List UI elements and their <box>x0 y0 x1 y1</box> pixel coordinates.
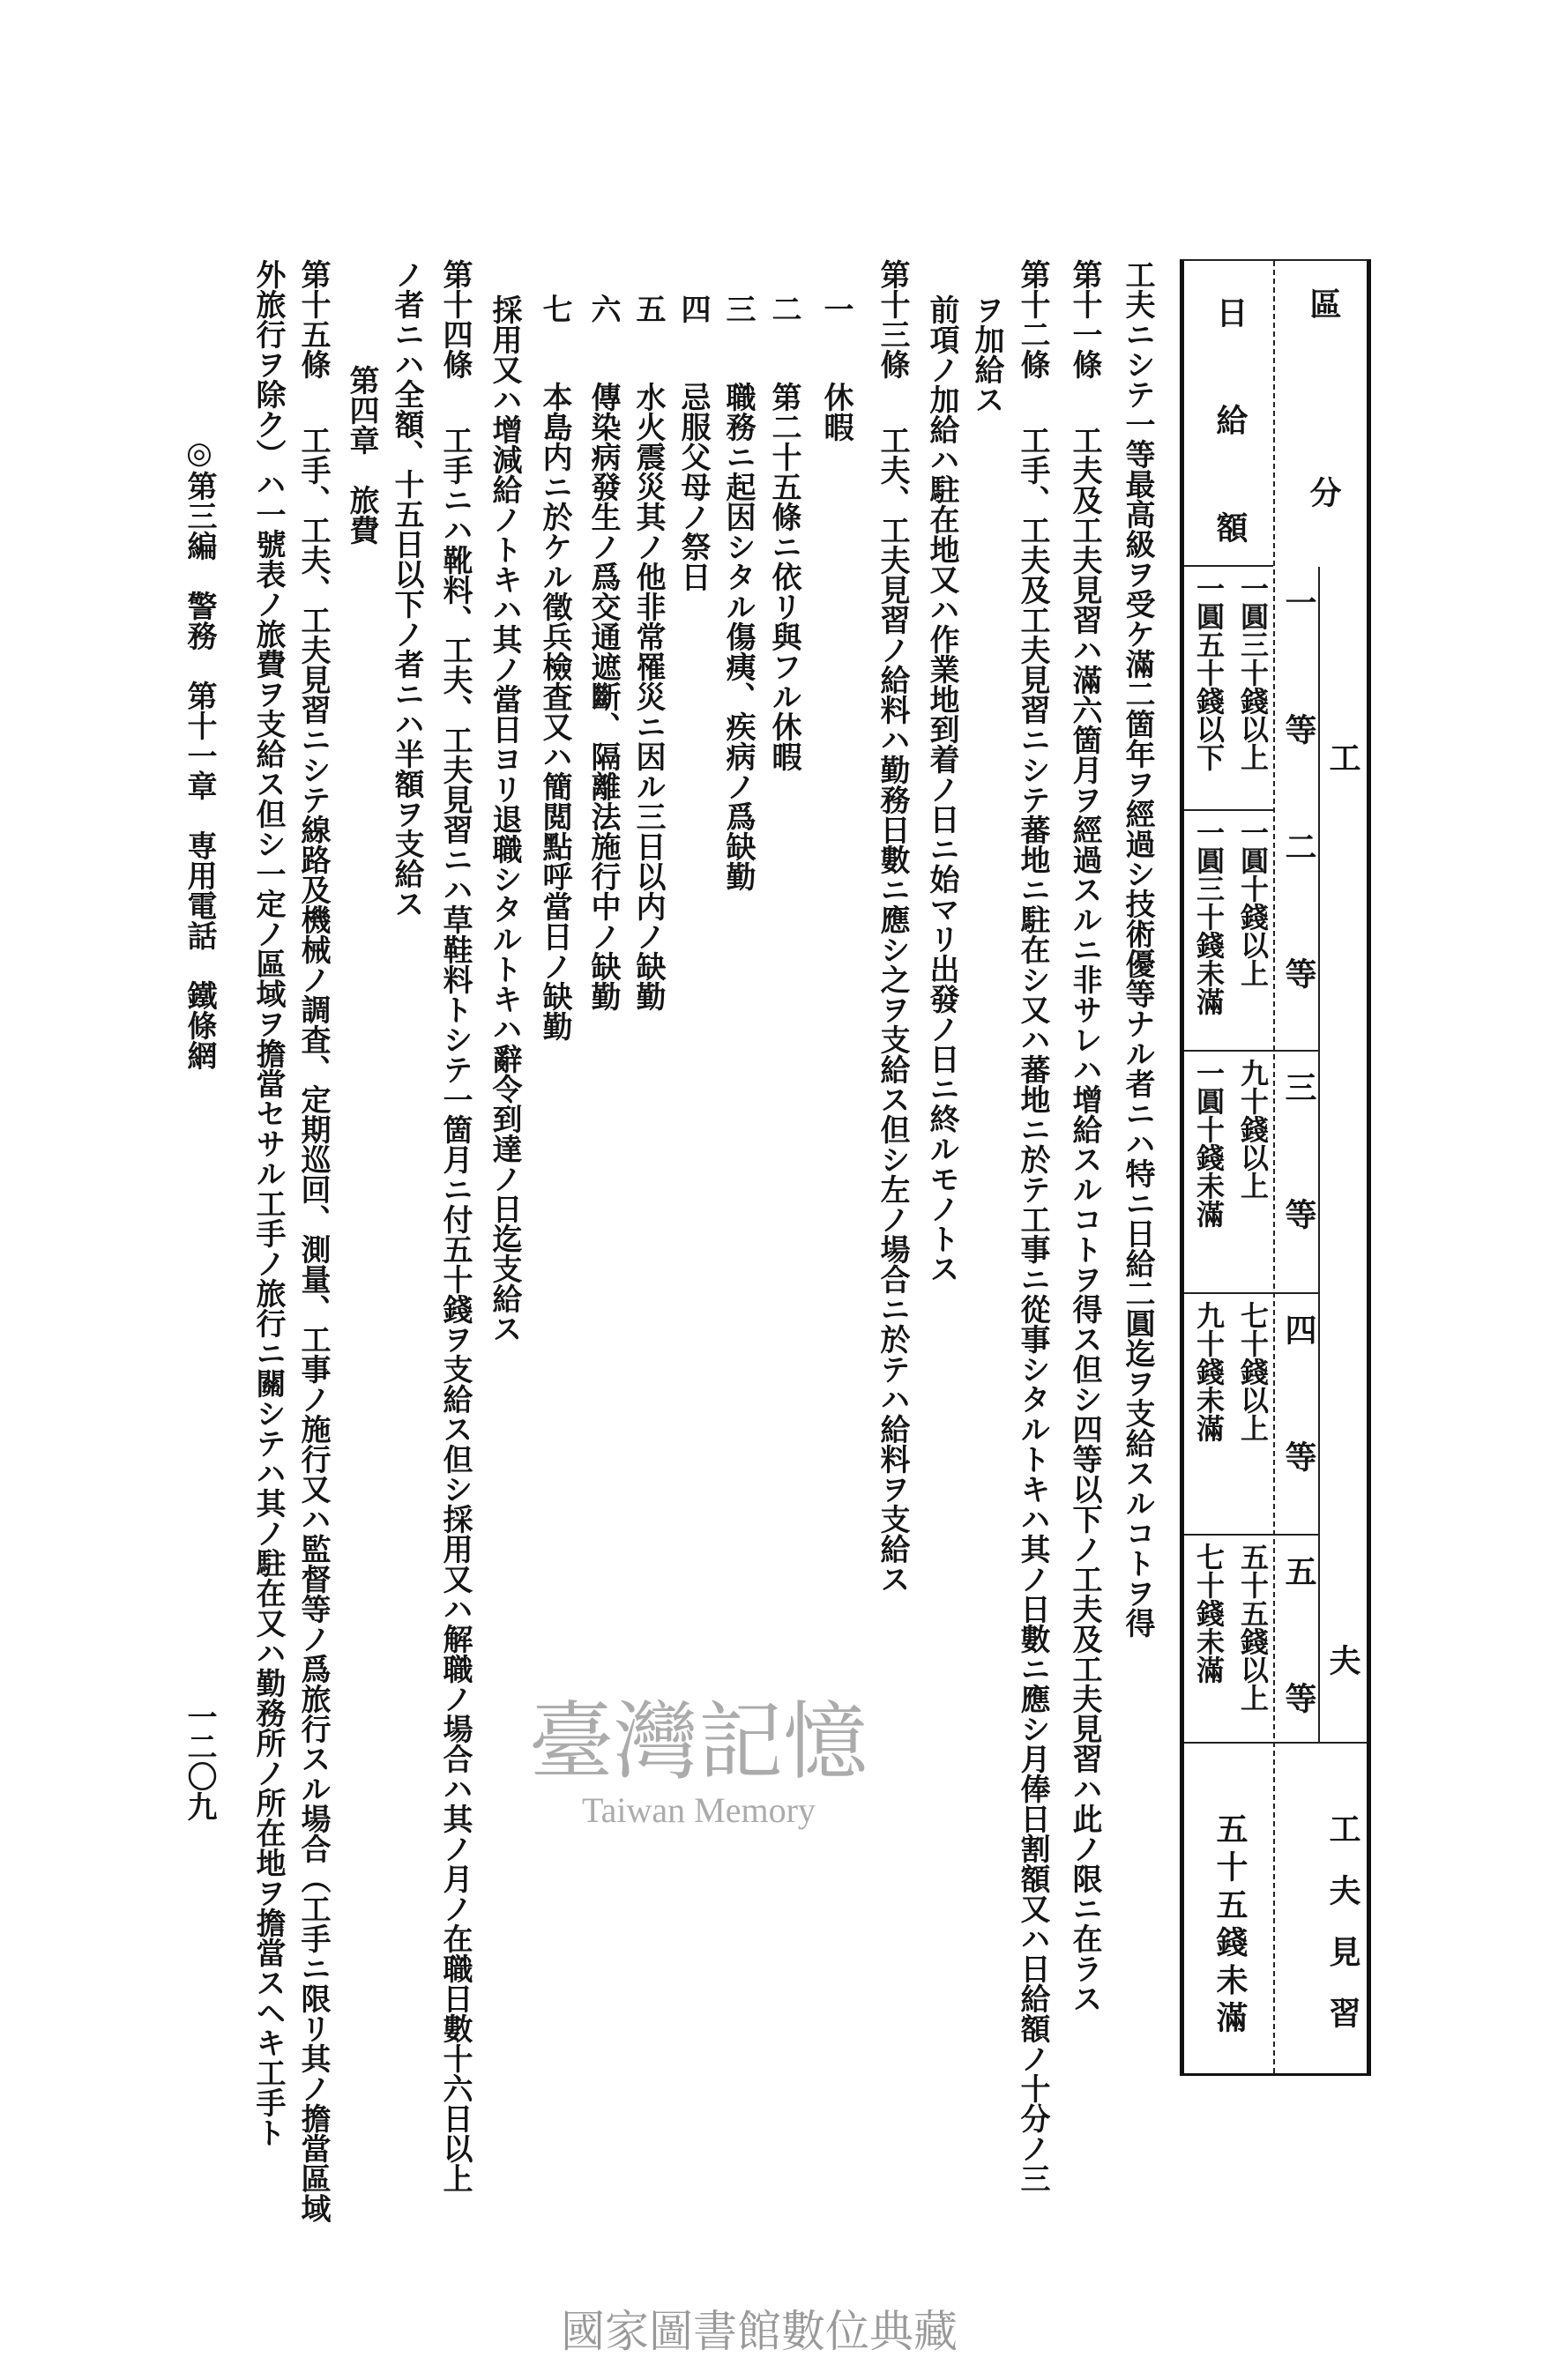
list-number: 五 <box>630 294 666 324</box>
column-text: 工夫ニシテ一等最高級ヲ受ケ滿二箇年ヲ經過シ技術優等ナル者ニハ特ニ日給二圓迄ヲ支給スルコトヲ得 <box>1120 259 1155 1638</box>
article-column <box>1015 259 1050 2193</box>
wage-upper-bound: 九十錢未滿 <box>1192 1301 1226 1442</box>
column-text: 本島内ニ於ケル徵兵檢査又ハ簡閲點呼當日ノ缺勤 <box>537 382 572 1041</box>
header-category: 區分 <box>1305 287 1342 508</box>
grade-label: 三等 <box>1280 1071 1317 1230</box>
list-item <box>630 259 666 1011</box>
column-text: 工手、工夫、工夫見習ニシテ線路及機械ノ調査、定期巡回、測量、工事ノ施行又ハ監督等ノ爲旅行スル場合（工手ニ限リ其ノ擔當區域 <box>295 425 331 2223</box>
list-number: 四 <box>675 294 711 324</box>
column-text: 第二十五條ニ依リ與フル休暇 <box>766 382 801 771</box>
text-column <box>969 294 1004 414</box>
column-text: 忌服父母ノ祭日 <box>675 382 711 591</box>
article-column <box>1067 259 1102 2013</box>
watermark-logo: 臺灣記憶 <box>529 1692 868 1791</box>
wage-lower-bound: 五十五錢以上 <box>1236 1543 1270 1712</box>
apprentice-label: 工夫見習 <box>1324 1812 1361 2028</box>
archive-watermark: 國家圖書館數位典藏 <box>561 2306 958 2357</box>
grade-label: 五等 <box>1280 1555 1317 1714</box>
wage-lower-bound: 九十錢以上 <box>1236 1059 1270 1200</box>
wage-upper-bound: 一圓十錢未滿 <box>1192 1059 1226 1228</box>
list-item <box>818 259 853 442</box>
list-number: 六 <box>585 294 621 324</box>
grade-label: 二等 <box>1280 830 1317 989</box>
table-divider <box>1273 261 1275 2073</box>
grade-label: 四等 <box>1280 1313 1317 1472</box>
article-label: 第十三條 <box>875 259 910 379</box>
article-column <box>295 259 331 2223</box>
text-column <box>250 259 286 2147</box>
column-text: 職務ニ起因シタル傷痍、疾病ノ爲缺勤 <box>720 382 756 891</box>
running-head: ◎第三編 警務 第十一章 専用電話 鐵條網 <box>182 435 217 1070</box>
column-text: 傳染病發生ノ爲交通遮斷、隔離法施行中ノ缺勤 <box>585 382 621 1011</box>
text-column <box>344 365 379 545</box>
column-text: 前項ノ加給ハ駐在地又ハ作業地到着ノ日ニ始マリ出發ノ日ニ終ルモノトス <box>924 294 959 1283</box>
list-item <box>720 259 756 891</box>
column-text: 採用又ハ增減給ノトキハ其ノ當日ヨリ退職シタルトキハ辭令到達ノ日迄支給ス <box>487 294 522 1343</box>
table-divider <box>1184 1534 1318 1536</box>
column-text: 工手、工夫及工夫見習ニシテ蕃地ニ駐在シ又ハ蕃地ニ於テ工事ニ從事シタルトキハ其ノ日數ニ應シ月俸日割額又ハ日給額ノ十分ノ三 <box>1015 425 1050 2193</box>
header-daily-wage: 日給額 <box>1211 296 1249 543</box>
table-divider <box>1318 567 1320 1743</box>
wage-lower-bound: 一圓十錢以上 <box>1236 818 1270 987</box>
text-column <box>1120 259 1155 1638</box>
article-label: 第十五條 <box>295 259 331 379</box>
article-label: 第十二條 <box>1015 259 1050 379</box>
wage-table <box>1180 259 1371 2076</box>
column-text: 第四章 旅費 <box>344 365 379 545</box>
wage-lower-bound: 七十錢以上 <box>1236 1301 1270 1442</box>
wage-upper-bound: 一圓三十錢未滿 <box>1192 818 1226 1015</box>
column-text: ノ者ニハ全額、十五日以下ノ者ニハ半額ヲ支給ス <box>389 259 424 919</box>
article-column <box>875 259 910 1594</box>
column-text: 工夫、工夫見習ノ給料ハ勤務日數ニ應シ之ヲ支給ス但シ左ノ場合ニ於テハ給料ヲ支給ス <box>875 425 910 1594</box>
article-label: 第十四條 <box>437 259 473 379</box>
article-column <box>437 259 473 2193</box>
text-column <box>924 294 959 1283</box>
list-item <box>766 259 801 771</box>
article-label: 第十一條 <box>1067 259 1102 379</box>
list-item <box>675 259 711 591</box>
column-text: ヲ加給ス <box>969 294 1004 414</box>
table-divider <box>1184 1742 1367 1744</box>
column-text: 水火震災其ノ他非常罹災ニ因ル三日以内ノ缺勤 <box>630 382 666 1011</box>
wage-lower-bound: 一圓三十錢以上 <box>1236 574 1270 771</box>
text-column <box>389 259 424 919</box>
column-text: 休暇 <box>818 382 853 442</box>
wage-upper-bound: 一圓五十錢以下 <box>1192 574 1226 771</box>
grade-label: 一等 <box>1280 586 1317 745</box>
list-number: 二 <box>766 294 801 324</box>
column-text: 工夫及工夫見習ハ滿六箇月ヲ經過スルニ非サレハ增給スルコトヲ得ス但シ四等以下ノ工夫及工夫見習ハ此ノ限ニ在ラス <box>1067 425 1102 2013</box>
page-number: 一二〇九 <box>182 1701 217 1821</box>
list-number: 一 <box>818 294 853 324</box>
table-divider <box>1184 1050 1318 1052</box>
table-divider <box>1184 1292 1318 1294</box>
list-number: 三 <box>720 294 756 324</box>
list-item <box>537 259 572 1041</box>
list-number: 七 <box>537 294 572 324</box>
table-divider <box>1184 565 1273 567</box>
column-text: 工手ニハ靴料、工夫、工夫見習ニハ草鞋料トシテ一箇月ニ付五十錢ヲ支給ス但シ採用又ハ解職ノ場合ハ其ノ月ノ在職日數十六日以上 <box>437 425 473 2193</box>
table-divider <box>1184 809 1273 811</box>
apprentice-wage: 五十五錢未滿 <box>1211 1812 1249 2033</box>
watermark-text: Taiwan Memory <box>582 1790 816 1830</box>
wage-upper-bound: 七十錢未滿 <box>1192 1543 1226 1684</box>
column-text: 外旅行ヲ除ク）ハ一號表ノ旅費ヲ支給ス但シ一定ノ區域ヲ擔當セサル工手ノ旅行ニ關シテハ其ノ駐在又ハ勤務所ノ所在地ヲ擔當スヘキ工手ト <box>250 259 286 2147</box>
text-column <box>487 294 522 1343</box>
group-label-laborer: 工夫 <box>1324 741 1361 1676</box>
list-item <box>585 259 621 1011</box>
